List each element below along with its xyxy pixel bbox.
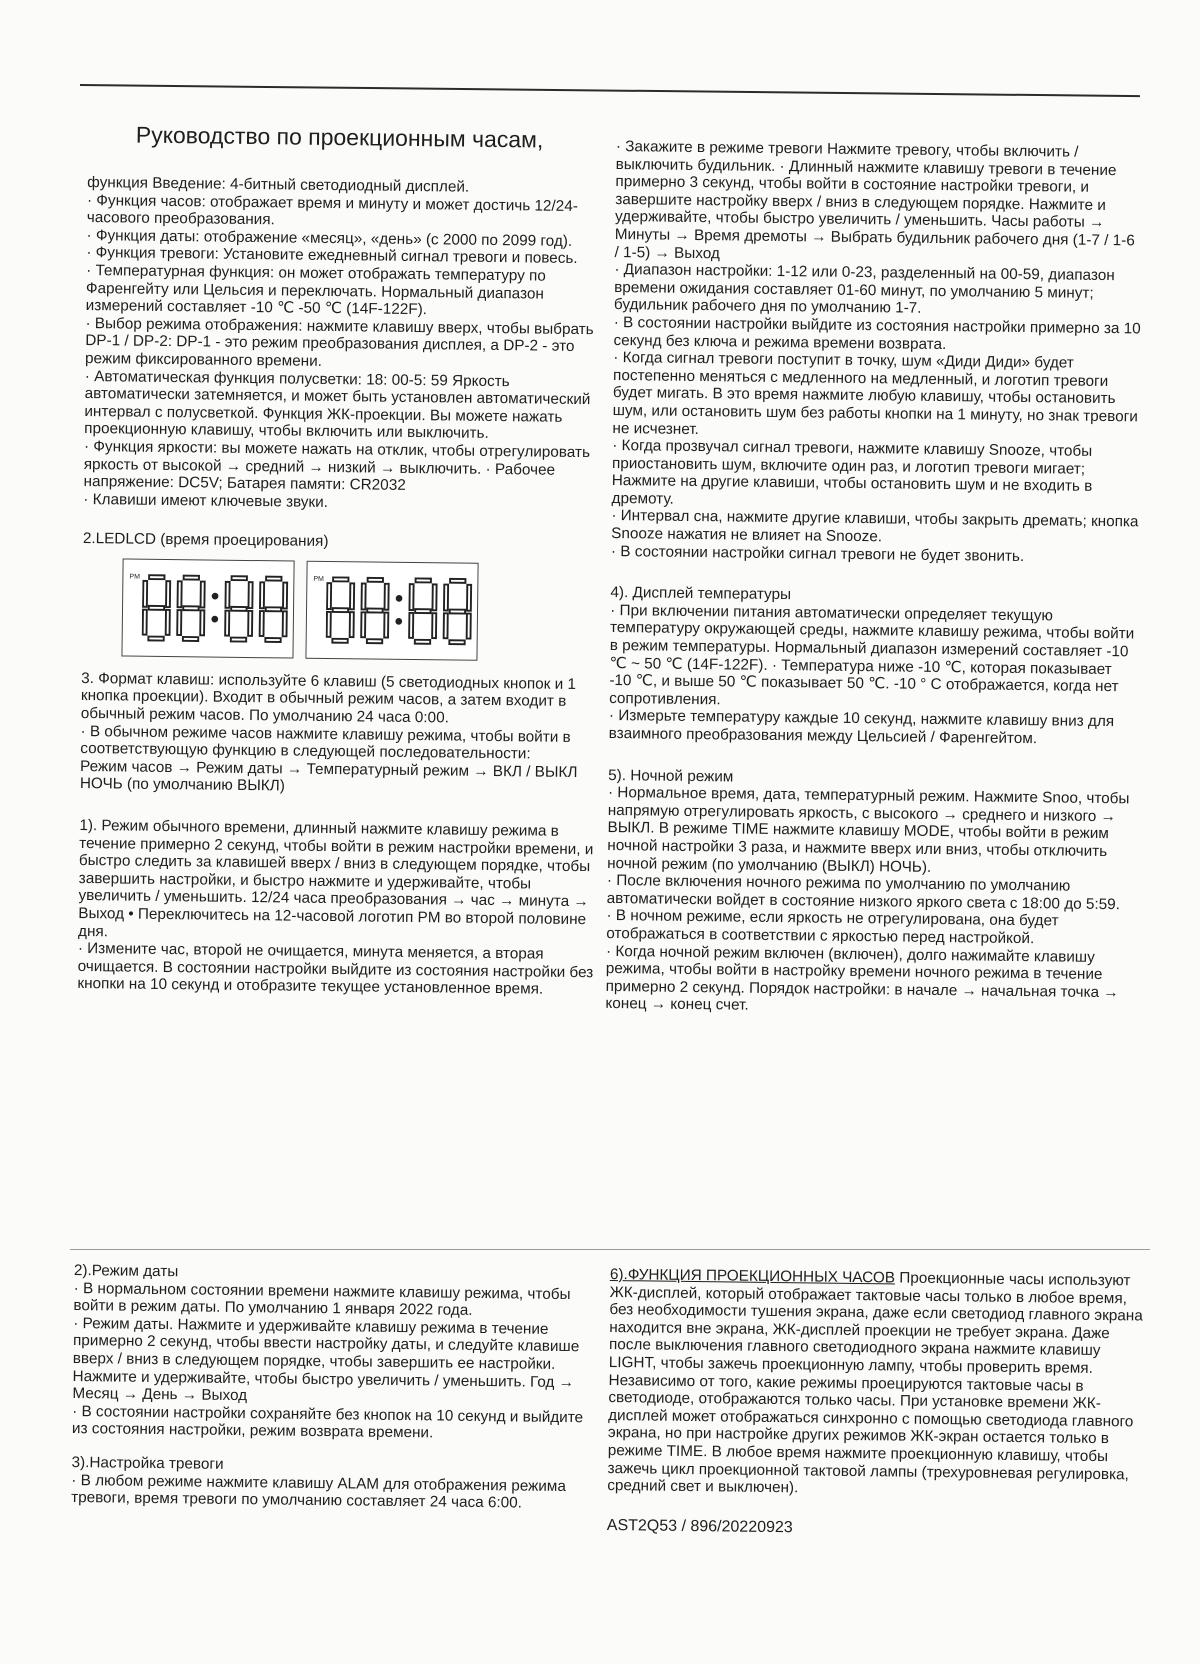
lcd-segment [230,637,245,641]
lcd-segment [177,610,181,635]
lcd-display-left [121,558,294,658]
section-alarm-setting [71,1454,592,1513]
intro-paragraph: · Температурная функция: он может отображать температуру по Фаренгейту или Цельсия и переключать. Нормальный диапазон измерений составляет -10 ℃ -50 ℃ (14F-122F). [85,261,546,319]
intro-block [83,174,609,515]
section-date-mode [72,1262,594,1444]
section-paragraph: · Диапазон настройки: 1-12 или 0-23, разделенный на 00-59, диапазон времени ожидания составляет 01-60 минут, по умолчанию 5 минут; будильник рабочего дня по умолчанию 1-7. [613,261,1115,318]
lcd-segment [177,581,181,607]
lcd-segment [143,581,147,607]
intro-paragraph: · Функция часов: отображает время и минуту и может достичь 12/24-часового преобразования. [86,191,578,229]
lcd-segment [183,575,198,579]
section-key-format [80,670,603,800]
lcd-segment [282,611,286,636]
lcd-colon-dot [211,616,218,623]
left-lower-column [71,1262,594,1513]
lcd-colon-dot [395,595,402,602]
lcd-segment [414,640,429,644]
lcd-segment [384,612,388,637]
section-paragraph: · В состоянии настройки сохраняйте без кнопок на 10 секунд и выйдите из состояния настройки, режим возврата времени. [71,1402,584,1442]
lcd-segment [142,609,146,634]
lcd-segment [409,584,413,610]
lcd-segment [182,637,197,641]
section-temperature [609,584,1139,749]
section-normal-time [77,817,601,999]
section-paragraph: · Когда ночной режим включен (включен), долго нажимайте клавишу режима, чтобы войти в настройку времени ночного режима в течение примерно 2 секунд. Порядок настройки: в начале → начальная точка → конец → конец счет. [605,942,1119,1014]
lcd-segment [200,610,204,635]
lcd-segment [259,582,263,608]
lcd-segment [327,583,331,609]
mode-sequence: Режим часов → Режим даты → Температурный режим → ВКЛ / ВЫКЛ НОЧЬ (по умолчанию ВЫКЛ) [79,757,578,795]
lcd-segment [149,575,164,579]
document-title: Руководство по проекционным часам, [135,121,544,153]
lcd-segment [326,612,330,637]
lcd-segment [361,612,365,637]
lcd-segment [231,576,246,580]
section-paragraph: · В любом режиме нажмите клавишу ALAM для отображения режима тревоги, время тревоги по умолчанию составляет 24 часа 6:00. [71,1471,567,1512]
lcd-segment [349,612,353,637]
lcd-display-right [305,561,478,661]
lcd-segment [166,581,170,607]
lcd-segment [283,582,287,608]
document-code: AST2Q53 / 896/20220923 [606,1516,793,1536]
lcd-segment [350,583,354,609]
lcd-segment [450,579,465,583]
pm-indicator: PM [129,573,140,581]
seven-segment-digits [141,568,293,650]
lcd-segment [183,606,198,610]
section-paragraph: 1). Режим обычного времени, длинный нажмите клавишу режима в течение примерно 2 секунд, чтобы войти в режим настройки времени, и быстро следить за клавишей вверх / вниз в следующем порядке, чтобы завершить настройки, и быстро нажмите и удерживайте, чтобы увеличить / уменьшить. 12/24 часа преобразования → час → минута → Выход • Переключитесь на 12-часовой логотип PM во второй половине дня. [77,816,594,940]
section-paragraph: · Когда сигнал тревоги поступит в точку, шум «Диди Диди» будет постепенно меняться с медленного на медленный, и логотип тревоги будет мигать. В это время нажмите любую клавишу, чтобы остановить шум, или остановить шум без работы кнопки на 1 минуту, но знак тревоги не исчезнет. [612,349,1138,438]
section-paragraph: · Нормальное время, дата, температурный режим. Нажмите Snoo, чтобы напрямую отрегулировать яркость, с высокого → среднего и низкого → ВЫКЛ. В режиме TIME нажмите клавишу MODE, чтобы войти в режим ночной настройки 3 раза, и нажмите вверх или вниз, чтобы отключить ночной режим (по умолчанию (ВЫКЛ) НОЧЬ). [607,784,1130,876]
lcd-segment [266,576,281,580]
left-column [77,120,610,999]
section-projection [607,1266,1144,1501]
section-paragraph: · В обычном режиме часов нажмите клавишу режима, чтобы войти в соответствующую функцию в следующей последовательности: [80,722,571,763]
intro-paragraph: · Автоматическая функция полусветки: 18: 00-5: 59 Яркость автоматически затемняется, и может быть установлен автоматический интервал с полусветкой. Функция ЖК-проекции. Вы можете нажать проекционную клавишу, чтобы включить или выключить. [84,367,591,443]
intro-paragraph: · Функция тревоги: Установите ежедневный сигнал тревоги и повесь. [86,244,578,268]
section-paragraph [607,1266,1144,1501]
lcd-segment [265,638,280,642]
section-paragraph: · Закажите в режиме тревоги Нажмите тревогу, чтобы включить / выключить будильник. · Длинный нажмите клавишу тревоги в течение примерно 3 секунд, чтобы войти в состояние настройки тревоги, и завершите настройку вверх / вниз в следующем порядке. Нажмите и удерживайте, чтобы быстро увеличить / уменьшить. Часы работы → Минуты → Время дремоты → Выбрать будильник рабочего дня (1-7 / 1-6 / 1-5) → Выход [614,138,1135,262]
section-paragraph: · В ночном режиме, если яркость не отрегулирована, она будет отображаться в соответствии с яркостью перед настройкой. [606,907,1059,948]
lcd-segment [200,581,204,607]
lcd-segment [449,609,464,613]
lcd-segment [148,606,163,610]
section-paragraph: 3. Формат клавиш: используйте 6 клавиш (5 светодиодных кнопок и 1 кнопка проекции). Входит в обычный режим часов, а затем входит в обычный режим часов. По умолчанию 24 часа 0:00. [80,669,577,727]
lcd-segment [415,578,430,582]
lcd-segment [384,584,388,610]
right-column [605,138,1144,1019]
intro-paragraph: · Выбор режима отображения: нажмите клавишу вверх, чтобы выбрать DP-1 / DP-2: DP-1 - это режим преобразования дисплея, а DP-2 - это режим фиксированного времени. [84,314,594,370]
lcd-segment [415,609,430,613]
lcd-segment [259,611,263,636]
lcd-segment [367,578,382,582]
section-heading: 2).Режим даты [73,1262,179,1281]
lcd-segment [248,611,252,636]
section-alarm-continued [611,138,1144,567]
lcd-colon-dot [211,593,218,600]
lcd-segment [333,577,348,581]
section-paragraph: · Измерьте температуру каждые 10 секунд, нажмите клавишу вниз для взаимного преобразования между Цельсией / Фаренгейтом. [608,707,1115,748]
intro-paragraph: · Функция яркости: вы можете нажать на отклик, чтобы отрегулировать яркость от высокой → средний → низкий → выключить. · Рабочее напряжение: DC5V; Батарея памяти: CR2032 [83,437,591,495]
lcd-illustration [121,558,604,662]
lcd-segment [432,613,436,638]
lcd-segment [231,607,246,611]
lcd-segment [225,611,229,636]
top-rule [80,84,1140,97]
section-night-mode [605,767,1136,1020]
section-paragraph: · В состоянии настройки сигнал тревоги не будет звонить. [610,542,1025,565]
lcd-section-label: 2.LEDLCD (время проецирования) [82,530,329,551]
intro-paragraph: функция Введение: 4-битный светодиодный дисплей. [87,173,470,196]
section-paragraph: · Интервал сна, нажмите другие клавиши, чтобы закрыть дремать; кнопка Snooze нажатия не влияет на Snooze. [611,507,1139,546]
fold-line [70,1249,1150,1250]
seven-segment-digits [325,570,477,652]
lcd-segment [361,583,365,609]
section-heading: 3).Настройка тревоги [71,1453,224,1473]
lcd-segment [265,607,280,611]
lcd-segment [148,636,163,640]
intro-paragraph: · Функция даты: отображение «месяц», «день» (с 2000 по 2099 год). [86,226,573,250]
lcd-segment [409,613,413,638]
section-paragraph: · В состоянии настройки выйдите из состояния настройки примерно за 10 секунд без ключа и режима времени возврата. [613,313,1141,353]
lcd-segment [225,582,229,608]
section-paragraph: · Когда прозвучал сигнал тревоги, нажмите клавишу Snooze, чтобы приостановить шум, включите один раз, и логотип тревоги мигает; Нажмите на другие клавиши, чтобы остановить шум и не входить в дремоту. [611,437,1093,508]
pm-indicator: PM [313,575,324,583]
lcd-colon-dot [395,618,402,625]
lcd-segment [332,639,347,643]
right-lower-column [607,1266,1144,1541]
lcd-segment [366,639,381,643]
lcd-segment [332,608,347,612]
intro-paragraph: · Клавиши имеют ключевые звуки. [83,490,329,511]
section-body: Проекционные часы используют ЖК-дисплей, который отображает тактовые часы только в любое время, без необходимости тушения экрана, даже если светодиод главного экрана находится вне экрана, ЖК-дисплей проекции не требует экрана. Даже после выключения главного светодиодного экрана нажмите клавишу LIGHT, чтобы зажечь проекционную лампу, чтобы проверить время. Независимо от того, какие режимы проецируются тактовые часы в светодиоде, отображаются только часы. При установке времени ЖК-дисплей может отображаться синхронно с помощью светодиода главного экрана, но при настройке других режимов ЖК-экран остается только в режиме TIME. В любое время нажмите проекционную клавишу, чтобы зажечь цикл проекционной тактовой лампы (трехуровневая регулировка, средний свет и выключен). [607,1269,1143,1497]
lcd-segment [449,640,464,644]
lcd-segment [443,613,447,638]
section-heading: 6).ФУНКЦИЯ ПРОЕКЦИОННЫХ ЧАСОВ [609,1266,896,1287]
section-paragraph: · При включении питания автоматически определяет текущую температуру окружающей среды, нажмите клавишу режима, чтобы войти в режим температуры. Нормальный диапазон измерений составляет -10 ℃ ~ 50 ℃ (14F-122F). · Температура ниже -10 ℃, которая показывает -10 ℃, и выше 50 ℃ показывает 50 ℃. -10 ° C отображается, когда нет сопротивления. [609,601,1135,709]
lcd-segment [443,584,447,610]
section-paragraph: · Режим даты. Нажмите и удерживайте клавишу режима в течение примерно 2 секунд, чтобы ввести настройку даты, и следуйте клавише вверх / вниз в следующем порядке, чтобы завершить ее настройки. Нажмите и удерживайте, чтобы быстро увеличить / уменьшить. Год → Месяц → День → Выход [72,1314,580,1405]
section-paragraph: · Измените час, второй не очищается, минута меняется, а вторая очищается. В состоянии настройки выйдите из состояния настройки без кнопки на 10 секунд и отобразите текущее установленное время. [77,940,594,999]
section-heading: 4). Дисплей температуры [610,584,792,604]
lcd-segment [248,582,252,608]
lcd-segment [165,610,169,635]
lcd-segment [432,584,436,610]
lcd-segment [367,608,382,612]
section-paragraph: · После включения ночного режима по умолчанию по умолчанию автоматически войдет в состояние низкого яркого света с 18:00 до 5:59. [606,872,1121,913]
lcd-segment [466,613,470,638]
section-paragraph: · В нормальном состоянии времени нажмите клавишу режима, чтобы войти в режим даты. По умолчанию 1 января 2022 года. [73,1279,571,1320]
lcd-segment [466,585,470,611]
section-heading: 5). Ночной режим [608,766,734,786]
